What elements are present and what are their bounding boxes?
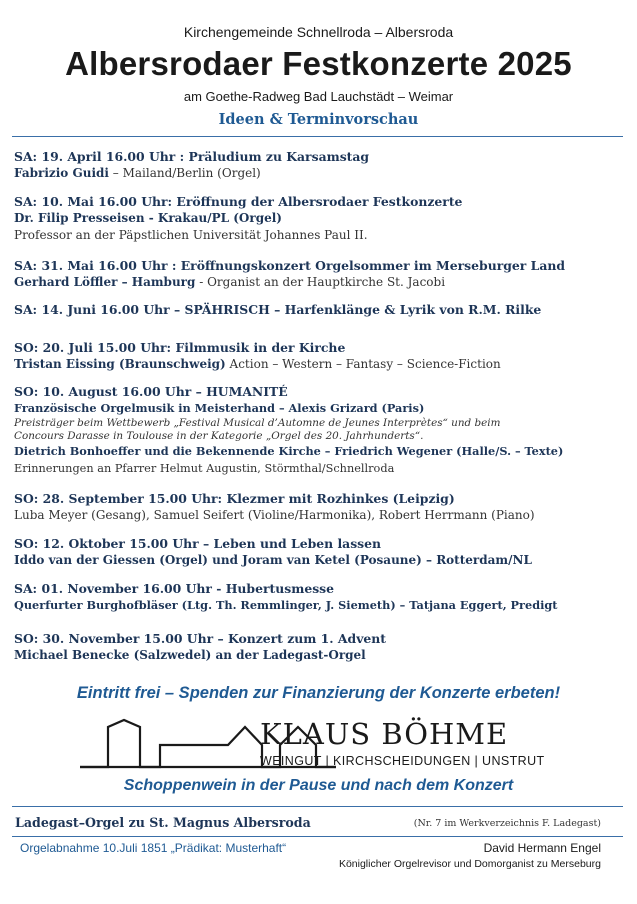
organ-catalog-number: (Nr. 7 im Werkverzeichnis F. Ladegast) <box>413 818 601 829</box>
middle-divider <box>12 806 623 807</box>
event-heading: SA: 14. Juni 16.00 Uhr – SPÄHRISCH – Harfenklänge & Lyrik von R.M. Rilke <box>14 302 542 317</box>
event-performer: Dr. Filip Presseisen - Krakau/PL (Orgel) <box>14 211 282 225</box>
event-3 <box>14 257 624 291</box>
event-7 <box>14 490 624 524</box>
event-1 <box>14 148 624 182</box>
page-title: Albersrodaer Festkonzerte 2025 <box>65 45 572 82</box>
event-detail: Action – Western – Fantasy – Science-Fiction <box>225 357 501 371</box>
event-detail: - Organist an der Hauptkirche St. Jacobi <box>195 275 446 289</box>
event-5 <box>14 339 624 373</box>
sponsor-note: Schoppenwein in der Pause und nach dem Konzert <box>123 777 514 794</box>
organ-acceptance-date: Orgelabnahme 10.Juli 1851 „Prädikat: Musterhaft“ <box>20 841 287 855</box>
signatory-name: David Hermann Engel <box>483 841 601 855</box>
page-subtitle: am Goethe-Radweg Bad Lauchstädt – Weimar <box>183 89 454 104</box>
event-heading: SO: 12. Oktober 15.00 Uhr – Leben und Leben lassen <box>14 536 382 551</box>
event-2 <box>14 193 624 244</box>
event-heading: SO: 30. November 15.00 Uhr – Konzert zum 1. Advent <box>14 631 387 646</box>
organ-title: Ladegast–Orgel zu St. Magnus Albersroda <box>15 815 311 830</box>
event-8 <box>14 535 624 569</box>
event-heading: SA: 01. November 16.00 Uhr - Hubertusmesse <box>14 581 335 596</box>
event-performer: Französische Orgelmusik in Meisterhand – Alexis Grizard (Paris) <box>14 401 425 415</box>
event-heading: SA: 31. Mai 16.00 Uhr : Eröffnungskonzert Orgelsommer im Merseburger Land <box>14 258 566 273</box>
event-4 <box>14 301 624 318</box>
organization-name: Kirchengemeinde Schnellroda – Albersroda <box>183 24 454 40</box>
event-heading: SA: 19. April 16.00 Uhr : Präludium zu Karsamstag <box>14 149 370 164</box>
event-second-program: Dietrich Bonhoeffer und die Bekennende Kirche – Friedrich Wegener (Halle/S. – Texte) <box>14 444 564 458</box>
top-divider <box>12 136 623 137</box>
event-detail: Luba Meyer (Gesang), Samuel Seifert (Violine/Harmonika), Robert Herrmann (Piano) <box>14 508 535 522</box>
event-award-line-1: Preisträger beim Wettbewerb „Festival Musical d’Automne de Jeunes Interprètes“ und beim <box>14 417 501 429</box>
event-detail: – Mailand/Berlin (Orgel) <box>108 166 261 180</box>
event-6 <box>14 383 624 477</box>
sponsor-name: KLAUS BÖHME <box>260 717 509 751</box>
event-heading: SA: 10. Mai 16.00 Uhr: Eröffnung der Albersrodaer Festkonzerte <box>14 194 463 209</box>
event-detail: Erinnerungen an Pfarrer Helmut Augustin, Störmthal/Schnellroda <box>14 462 395 475</box>
event-heading: SO: 20. Juli 15.00 Uhr: Filmmusik in der Kirche <box>14 340 346 355</box>
event-performer: Tristan Eissing (Braunschweig) <box>14 357 226 371</box>
event-performer: Querfurter Burghofbläser (Ltg. Th. Remmlinger, J. Siemeth) – Tatjana Eggert, Predigt <box>14 598 558 612</box>
signatory-role: Königlicher Orgelrevisor und Domorganist zu Merseburg <box>338 858 601 870</box>
event-heading: SO: 10. August 16.00 Uhr – HUMANITÉ <box>14 384 288 399</box>
sponsor-tagline: WEINGUT | KIRCHSCHEIDUNGEN | UNSTRUT <box>260 754 545 768</box>
footer-divider <box>12 836 623 837</box>
event-performer: Gerhard Löffler – Hamburg <box>14 275 196 289</box>
event-performer: Michael Benecke (Salzwedel) an der Ladegast-Orgel <box>14 648 366 662</box>
event-detail: Professor an der Päpstlichen Universität Johannes Paul II. <box>14 228 368 242</box>
event-heading: SO: 28. September 15.00 Uhr: Klezmer mit Rozhinkes (Leipzig) <box>14 491 455 506</box>
event-performer: Iddo van der Giessen (Orgel) und Joram van Ketel (Posaune) – Rotterdam/NL <box>14 553 532 567</box>
event-9 <box>14 580 624 614</box>
admission-notice: Eintritt frei – Spenden zur Finanzierung der Konzerte erbeten! <box>76 684 561 702</box>
sponsor-logo <box>80 717 560 777</box>
event-10 <box>14 630 624 664</box>
event-award-line-2: Concours Darasse in Toulouse in der Kategorie „Orgel des 20. Jahrhunderts“. <box>14 430 424 442</box>
section-heading: Ideen & Terminvorschau <box>218 111 419 128</box>
event-performer: Fabrizio Guidi <box>14 166 109 180</box>
